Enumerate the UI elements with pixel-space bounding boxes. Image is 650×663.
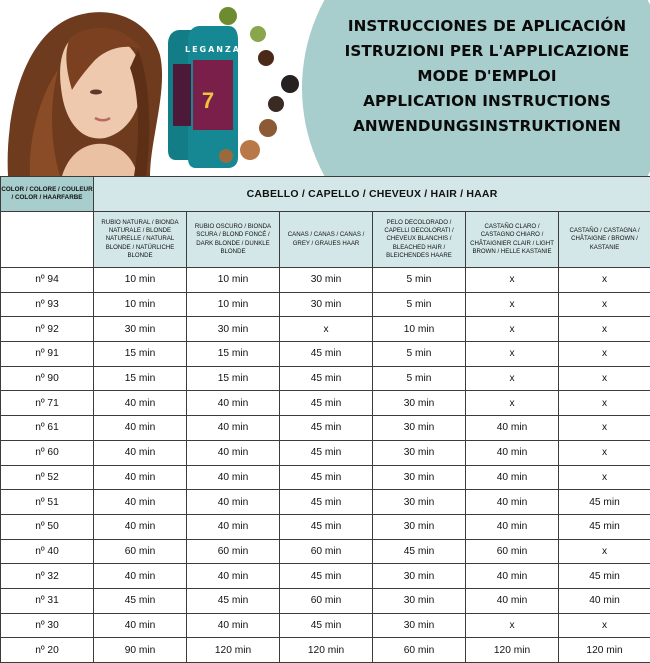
time-cell: 40 min [466, 490, 559, 515]
header-banner [0, 0, 650, 176]
table-row [1, 564, 650, 589]
title-line-es: INSTRUCCIONES DE APLICACIÓN [330, 14, 644, 39]
time-cell: 40 min [94, 391, 187, 416]
table-row [1, 539, 650, 564]
time-cell: 30 min [187, 317, 280, 342]
time-cell: 60 min [373, 638, 466, 663]
time-cell: 45 min [280, 514, 373, 539]
time-cell: 10 min [187, 268, 280, 293]
table-body [1, 268, 650, 663]
time-cell: 15 min [94, 366, 187, 391]
title-line-it: ISTRUZIONI PER L'APPLICAZIONE [330, 39, 644, 64]
time-cell: 120 min [466, 638, 559, 663]
time-cell: x [559, 539, 650, 564]
color-code-cell: nº 71 [1, 391, 94, 416]
svg-text:LEGANZA: LEGANZA [185, 45, 241, 54]
title-line-de: ANWENDUNGSINSTRUKTIONEN [330, 114, 644, 139]
time-cell: x [559, 416, 650, 441]
table-header-group-row [1, 177, 650, 212]
time-cell: 90 min [94, 638, 187, 663]
time-cell: x [559, 342, 650, 367]
time-cell: 45 min [559, 490, 650, 515]
col-header-bleached: PELO DECOLORADO / CAPELLI DECOLORATI / CHEVEUX BLANCHIS / BLEACHED HAIR / BLEICHENDES HAARE [373, 212, 466, 268]
table-row [1, 613, 650, 638]
col-header-light-brown: CASTAÑO CLARO / CASTAGNO CHIARO / CHÂTAIGNIER CLAIR / LIGHT BROWN / HELLE KASTANIE [466, 212, 559, 268]
time-cell: 45 min [280, 342, 373, 367]
col-header-natural-blonde: RUBIO NATURAL / BIONDA NATURALE / BLONDE NATURELLE / NATURAL BLONDE / NATÜRLICHE BLONDE [94, 212, 187, 268]
time-cell: 45 min [280, 465, 373, 490]
table-header-row [1, 212, 650, 268]
color-code-cell: nº 31 [1, 588, 94, 613]
time-cell: 40 min [466, 465, 559, 490]
table-row [1, 366, 650, 391]
time-cell: 60 min [466, 539, 559, 564]
time-cell: x [466, 292, 559, 317]
color-code-cell: nº 51 [1, 490, 94, 515]
time-cell: x [559, 317, 650, 342]
color-code-cell: nº 30 [1, 613, 94, 638]
color-code-cell: nº 20 [1, 638, 94, 663]
time-cell: 15 min [187, 342, 280, 367]
time-cell: 40 min [466, 416, 559, 441]
time-cell: 30 min [373, 613, 466, 638]
time-cell: 45 min [280, 440, 373, 465]
col-header-brown: CASTAÑO / CASTAGNA / CHÂTAIGNE / BROWN / KASTANIE [559, 212, 650, 268]
time-cell: 45 min [280, 391, 373, 416]
time-cell: 45 min [187, 588, 280, 613]
time-cell: 10 min [94, 292, 187, 317]
color-code-cell: nº 92 [1, 317, 94, 342]
time-cell: 45 min [280, 613, 373, 638]
table-row [1, 268, 650, 293]
time-cell: 45 min [559, 514, 650, 539]
time-cell: 5 min [373, 268, 466, 293]
time-cell: 40 min [94, 514, 187, 539]
table-row [1, 638, 650, 663]
application-time-table [0, 176, 650, 663]
time-cell: 30 min [280, 292, 373, 317]
time-cell: 15 min [94, 342, 187, 367]
time-cell: 40 min [94, 465, 187, 490]
time-cell: 40 min [187, 564, 280, 589]
time-cell: 30 min [94, 317, 187, 342]
title-line-en: APPLICATION INSTRUCTIONS [330, 89, 644, 114]
time-cell: 40 min [187, 416, 280, 441]
table-row [1, 391, 650, 416]
header-blank-cell [1, 212, 94, 268]
time-cell: 60 min [280, 588, 373, 613]
color-code-cell: nº 32 [1, 564, 94, 589]
time-cell: x [559, 440, 650, 465]
time-cell: x [559, 292, 650, 317]
color-code-cell: nº 94 [1, 268, 94, 293]
time-cell: 40 min [187, 391, 280, 416]
time-cell: x [466, 268, 559, 293]
title-line-fr: MODE D'EMPLOI [330, 64, 644, 89]
table-row [1, 514, 650, 539]
time-cell: x [559, 366, 650, 391]
time-cell: 10 min [187, 292, 280, 317]
time-cell: 40 min [94, 564, 187, 589]
time-cell: 40 min [187, 440, 280, 465]
time-cell: 40 min [187, 514, 280, 539]
time-cell: 40 min [94, 613, 187, 638]
time-cell: 30 min [373, 440, 466, 465]
time-cell: 30 min [373, 588, 466, 613]
time-cell: 30 min [373, 391, 466, 416]
table-row [1, 317, 650, 342]
time-cell: x [466, 317, 559, 342]
col-header-dark-blonde: RUBIO OSCURO / BIONDA SCURA / BLOND FONCÉ / DARK BLONDE / DUNKLE BLONDE [187, 212, 280, 268]
color-code-cell: nº 60 [1, 440, 94, 465]
model-portrait-image [8, 12, 162, 176]
time-cell: 40 min [94, 490, 187, 515]
time-cell: 40 min [94, 440, 187, 465]
product-bottles-image [168, 26, 241, 168]
table-row [1, 465, 650, 490]
time-cell: 60 min [280, 539, 373, 564]
time-cell: 40 min [466, 514, 559, 539]
time-cell: 40 min [466, 564, 559, 589]
table-row [1, 588, 650, 613]
color-code-cell: nº 40 [1, 539, 94, 564]
color-code-cell: nº 91 [1, 342, 94, 367]
time-cell: 45 min [280, 490, 373, 515]
time-cell: x [559, 268, 650, 293]
time-cell: x [466, 391, 559, 416]
table-row [1, 292, 650, 317]
color-code-cell: nº 61 [1, 416, 94, 441]
table-row [1, 440, 650, 465]
table-row [1, 490, 650, 515]
time-cell: 45 min [559, 564, 650, 589]
time-cell: 5 min [373, 292, 466, 317]
color-code-cell: nº 90 [1, 366, 94, 391]
time-cell: 40 min [94, 416, 187, 441]
time-cell: 45 min [280, 366, 373, 391]
time-cell: 30 min [373, 416, 466, 441]
color-code-cell: nº 93 [1, 292, 94, 317]
time-cell: 15 min [187, 366, 280, 391]
time-cell: x [280, 317, 373, 342]
time-cell: 30 min [373, 465, 466, 490]
time-cell: 120 min [187, 638, 280, 663]
time-cell: 30 min [373, 490, 466, 515]
time-cell: 45 min [94, 588, 187, 613]
title-block [330, 14, 644, 139]
color-column-header: COLOR / COLORE / COULEUR / COLOR / HAARFARBE [1, 177, 94, 212]
time-cell: 120 min [559, 638, 650, 663]
table-row [1, 342, 650, 367]
time-cell: x [466, 366, 559, 391]
time-cell: 45 min [280, 564, 373, 589]
time-cell: 40 min [187, 465, 280, 490]
time-cell: 5 min [373, 366, 466, 391]
time-cell: 30 min [373, 564, 466, 589]
time-cell: 5 min [373, 342, 466, 367]
time-cell: 10 min [94, 268, 187, 293]
time-cell: 40 min [466, 440, 559, 465]
time-cell: 30 min [373, 514, 466, 539]
color-code-cell: nº 50 [1, 514, 94, 539]
time-cell: 45 min [280, 416, 373, 441]
hair-type-group-header: CABELLO / CAPELLO / CHEVEUX / HAIR / HAAR [94, 177, 650, 212]
time-cell: x [559, 465, 650, 490]
time-cell: 40 min [187, 613, 280, 638]
color-code-cell: nº 52 [1, 465, 94, 490]
time-cell: 60 min [94, 539, 187, 564]
time-cell: 40 min [559, 588, 650, 613]
svg-text:7: 7 [202, 88, 214, 113]
time-cell: x [559, 391, 650, 416]
time-cell: 60 min [187, 539, 280, 564]
time-cell: 40 min [466, 588, 559, 613]
time-cell: 10 min [373, 317, 466, 342]
time-cell: x [466, 613, 559, 638]
time-cell: 45 min [373, 539, 466, 564]
table-row [1, 416, 650, 441]
time-cell: x [559, 613, 650, 638]
time-cell: 120 min [280, 638, 373, 663]
time-cell: x [466, 342, 559, 367]
time-cell: 40 min [187, 490, 280, 515]
time-cell: 30 min [280, 268, 373, 293]
col-header-grey: CANAS / CANAS / CANAS / GREY / GRAUES HAAR [280, 212, 373, 268]
